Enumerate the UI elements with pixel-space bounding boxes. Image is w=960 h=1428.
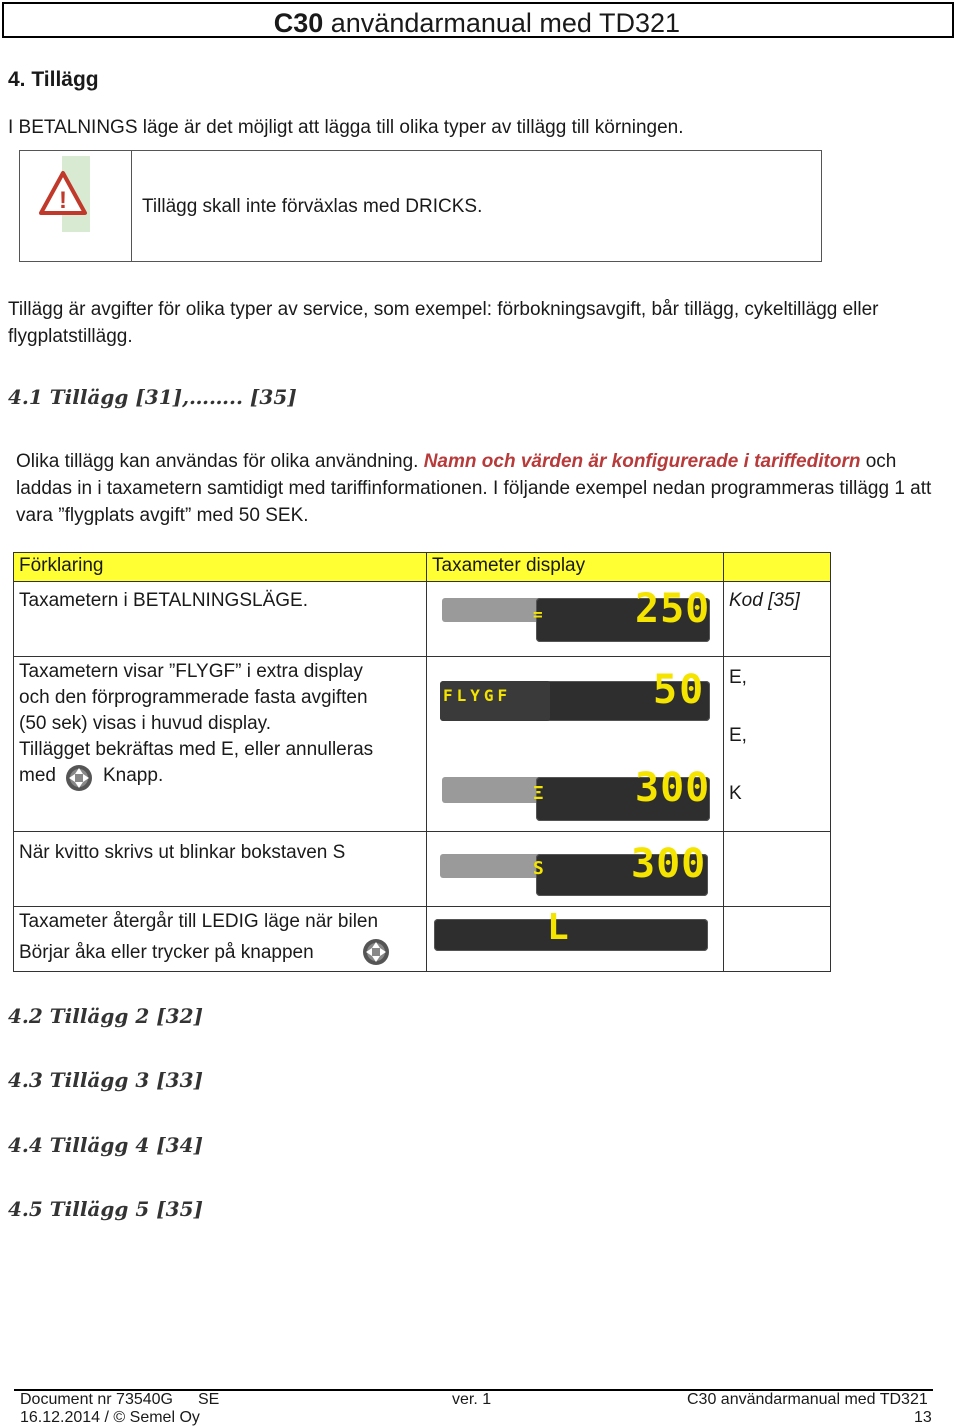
display-main-value: 300 [635,765,711,811]
instruction-table [13,552,831,972]
highlight-text: Namn och värden är konfigurerade i tariffeditorn [423,451,861,472]
warning-separator [131,150,132,262]
header-taxameter-display: Taxameter display [427,553,724,582]
row3-text: När kvitto skrivs ut blinkar bokstaven S [14,832,427,907]
row2-text: Taxametern visar ”FLYGF” i extra display och den förprogrammerade fasta avgiften (50 sek) visas i huvud display. Tillägget bekräftas med E, eller annulleras med Knapp. [14,657,427,832]
taxameter-display [434,919,708,951]
footer-doc-number: Document nr 73540G [20,1391,173,1408]
subsection-title: 4.3 Tillägg 3 [33] [8,1068,203,1092]
display-small-text: FLYGF [443,686,512,705]
table-row [14,907,831,972]
section-title: 4. Tillägg [8,68,99,91]
header-forklaring: Förklaring [14,553,427,582]
paragraph-tillagg: Tillägg är avgifter för olika typer av service, som exempel: förbokningsavgift, bår tillägg, cykeltillägg eller flygplatstillägg. [8,299,879,347]
table-row [14,832,831,907]
document-title: C30 användarmanual med TD321 [273,8,680,38]
subsection-title: 4.2 Tillägg 2 [32] [8,1004,203,1028]
table-row [14,657,831,832]
row4-kod [724,907,831,972]
footer-version: ver. 1 [452,1391,492,1408]
row2-kod: E, E, K [724,657,831,832]
subsection-title: 4.1 Tillägg [31],…….. [35] [8,385,297,409]
display-main-value: 50 [653,667,706,713]
subsection-title: 4.4 Tillägg 4 [34] [8,1133,203,1157]
footer-language: SE [198,1391,220,1408]
row3-display-cell [427,832,724,907]
row3-kod [724,832,831,907]
warning-triangle-icon [38,170,88,216]
display-main-value: 250 [635,586,711,632]
cancel-button-icon [362,938,390,966]
row1-display-cell [427,582,724,657]
cancel-button-icon [65,764,93,792]
row1-text: Taxametern i BETALNINGSLÄGE. [14,582,427,657]
table-row [14,582,831,657]
table-header-row [14,553,831,582]
svg-text:!: ! [59,187,67,214]
display-main-value: 300 [631,841,707,887]
footer-page-number: 13 [914,1409,932,1426]
paragraph-config: Olika tillägg kan användas för olika användning. Namn och värden är konfigurerade i tariffeditorn och laddas in i taxametern samtidigt med tariffinformationen. I följande exempel nedan programmeras tillägg 1 att vara ”flygplats avgift” med 50 SEK. [16,451,932,526]
row4-text: Taxameter återgår till LEDIG läge när bilen Börjar åka eller trycker på knappen [14,907,427,972]
footer-title: C30 användarmanual med TD321 [687,1391,928,1408]
row2-display-cell [427,657,724,832]
display-main-value: L [547,907,571,948]
footer-date: 16.12.2014 / © Semel Oy [20,1409,200,1426]
row4-display-cell [427,907,724,972]
header-empty [724,553,831,582]
display-small-text: Ξ [533,783,546,804]
subsection-title: 4.5 Tillägg 5 [35] [8,1197,203,1221]
display-small-text: = [533,605,545,624]
display-small-text: S [533,858,546,879]
row1-kod: Kod [35] [724,582,831,657]
intro-text: I BETALNINGS läge är det möjligt att lägga till olika typer av tillägg till körningen. [8,117,684,138]
warning-text: Tillägg skall inte förväxlas med DRICKS. [142,196,483,217]
